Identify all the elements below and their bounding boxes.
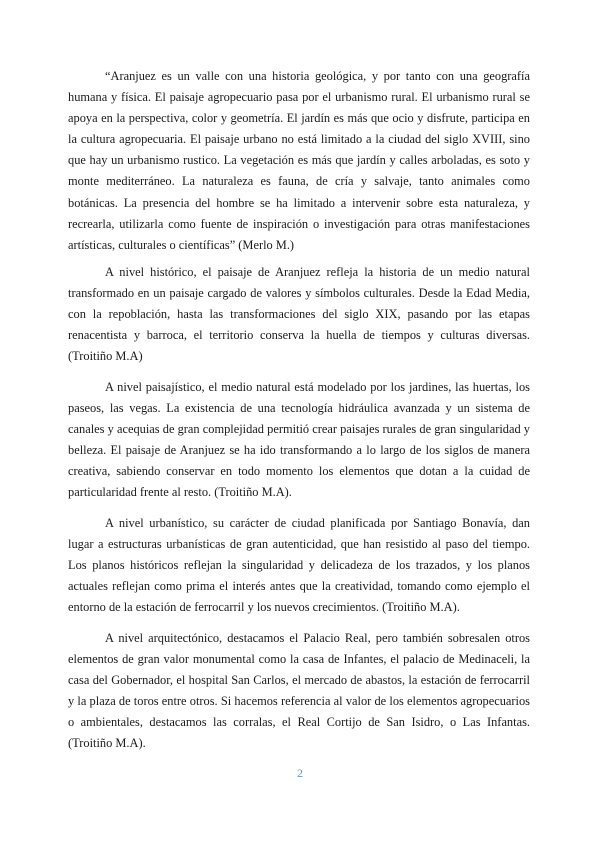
paragraph-urban: A nivel urbanístico, su carácter de ciudad planificada por Santiago Bonavía, dan lugar a estructuras urbanísticas de gran autenticidad, que han resistido al paso del tiempo. Los planos históricos reflejan la singularidad y delicadeza de los trazados, y los planos actuales reflejan como prima el interés antes que la creatividad, tomando como ejemplo el entorno de la estación de ferrocarril y los nuevos crecimientos. (Troitiño M.A). bbox=[68, 515, 530, 615]
paragraph-historic: A nivel histórico, el paisaje de Aranjuez refleja la historia de un medio natural transformado en un paisaje cargado de valores y símbolos culturales. Desde la Edad Media, con la repoblación, hasta las transformaciones del siglo XIX, pasando por las etapas renacentista y barroca, el territorio conserva la huella de tiempos y culturas diversas. (Troitiño M.A) bbox=[68, 264, 530, 364]
paragraph-architecture: A nivel arquitectónico, destacamos el Palacio Real, pero también sobresalen otros elementos de gran valor monumental como la casa de Infantes, el palacio de Medinaceli, la casa del Gobernador, el hospital San Carlos, el mercado de abastos, la estación de ferrocarril y la plaza de toros entre otros. Si hacemos referencia al valor de los elementos agropecuarios o ambientales, destacamos las corralas, el Real Cortijo de San Isidro, o Las Infantas. (Troitiño M.A). bbox=[68, 630, 530, 751]
body-text bbox=[68, 66, 530, 764]
quote-paragraph: “Aranjuez es un valle con una historia geológica, y por tanto con una geografía humana y física. El paisaje agropecuario pasa por el urbanismo rural. El urbanismo rural se apoya en la perspectiva, color y geometría. El jardín es más que ocio y disfrute, participa en la cultura agropecuaria. El paisaje urbano no está limitado a la ciudad del siglo XVIII, sino que hay un urbanismo rustico. La vegetación es más que jardín y calles arboladas, es soto y monte mediterráneo. La naturaleza es fauna, de cría y salvaje, tanto animales como botánicas. La presencia del hombre se ha limitado a intervenir sobre esta naturaleza, y recrearla, utilizarla como fuente de inspiración o investigación para otras manifestaciones artísticas, culturales o científicas” (Merlo M.) bbox=[68, 69, 530, 252]
paragraph-landscape: A nivel paisajístico, el medio natural está modelado por los jardines, las huertas, los paseos, las vegas. La existencia de una tecnología hidráulica avanzada y un sistema de canales y acequias de gran complejidad permitió crear paisajes rurales de gran singularidad y belleza. El paisaje de Aranjuez se ha ido transformando a lo largo de los siglos de manera creativa, sabiendo conservar en todo momento los elementos que dotan a la cuidad de particularidad frente al resto. (Troitiño M.A). bbox=[68, 379, 530, 500]
page-number: 2 bbox=[297, 766, 303, 780]
